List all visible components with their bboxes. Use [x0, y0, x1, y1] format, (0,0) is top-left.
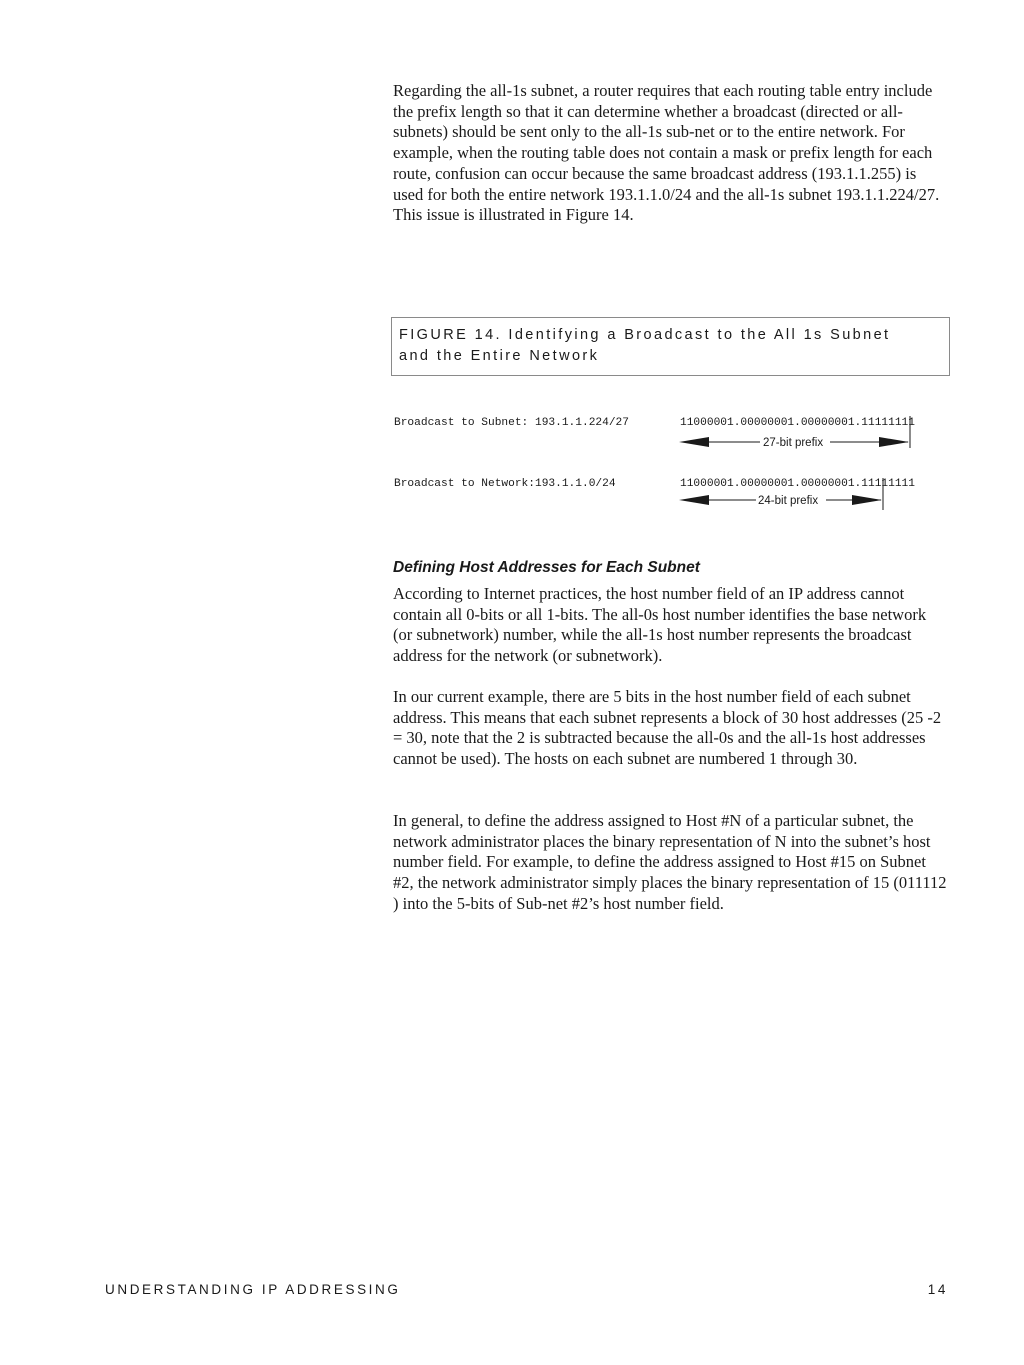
page-number: 14 [927, 1282, 948, 1297]
prefix-27-right-arrowhead [879, 437, 909, 447]
prefix-24-arrow [670, 486, 920, 512]
network-broadcast-bits: 11000001.00000001.00000001.11111111 [680, 478, 915, 490]
subnet-broadcast-bits: 11000001.00000001.00000001.11111111 [680, 417, 915, 429]
prefix-24-label: 24-bit prefix [758, 495, 819, 507]
figure-caption-line-1: FIGURE 14. Identifying a Broadcast to the All 1s Subnet [399, 327, 891, 343]
figure-caption [391, 317, 950, 376]
intro-paragraph: Regarding the all-1s subnet, a router requires that each routing table entry include the prefix length so that it can determine whether a broadcast (directed or all-subnets) should be sent only to the all-1s sub-net or to the entire network. For example, when the routing table does not contain a mask or prefix length for each route, confusion can occur because the same broadcast address (193.1.1.255) is used for both the entire network 193.1.1.0/24 and the all-1s subnet 193.1.1.224/27. This issue is illustrated in Figure 14. [393, 81, 940, 225]
prefix-27-arrow [670, 428, 920, 454]
prefix-24-right-arrowhead [852, 495, 882, 505]
host-paragraph-2: In our current example, there are 5 bits in the host number field of each subnet address. This means that each subnet represents a block of 30 host addresses (25 -2 = 30, note that the 2 is subtracted because the all-0s and the all-1s host addresses cannot be used). The hosts on each subnet are numbered 1 through 30. [393, 687, 942, 769]
host-paragraph-3: In general, to define the address assigned to Host #N of a particular subnet, the network administrator places the binary representation of N into the subnet’s host number field. For example, to define the address assigned to Host #15 on Subnet #2, the network administrator simply places the binary representation of 15 (011112 ) into the 5-bits of Sub-net #2’s host number field. [393, 811, 947, 913]
section-heading: Defining Host Addresses for Each Subnet [393, 559, 700, 576]
prefix-24-left-arrowhead [679, 495, 709, 505]
prefix-27-label: 27-bit prefix [763, 437, 824, 449]
subnet-broadcast-label: Broadcast to Subnet: 193.1.1.224/27 [394, 417, 629, 429]
figure-caption-line-2: and the Entire Network [399, 348, 600, 364]
host-paragraph-1: According to Internet practices, the host number field of an IP address cannot contain all 0-bits or all 1-bits. The all-0s host number identifies the base network (or subnetwork) number, while the all-1s host number represents the broadcast address for the network (or subnetwork). [393, 584, 927, 666]
prefix-27-left-arrowhead [679, 437, 709, 447]
network-broadcast-label: Broadcast to Network:193.1.1.0/24 [394, 478, 616, 490]
footer-title: UNDERSTANDING IP ADDRESSING [105, 1282, 401, 1297]
